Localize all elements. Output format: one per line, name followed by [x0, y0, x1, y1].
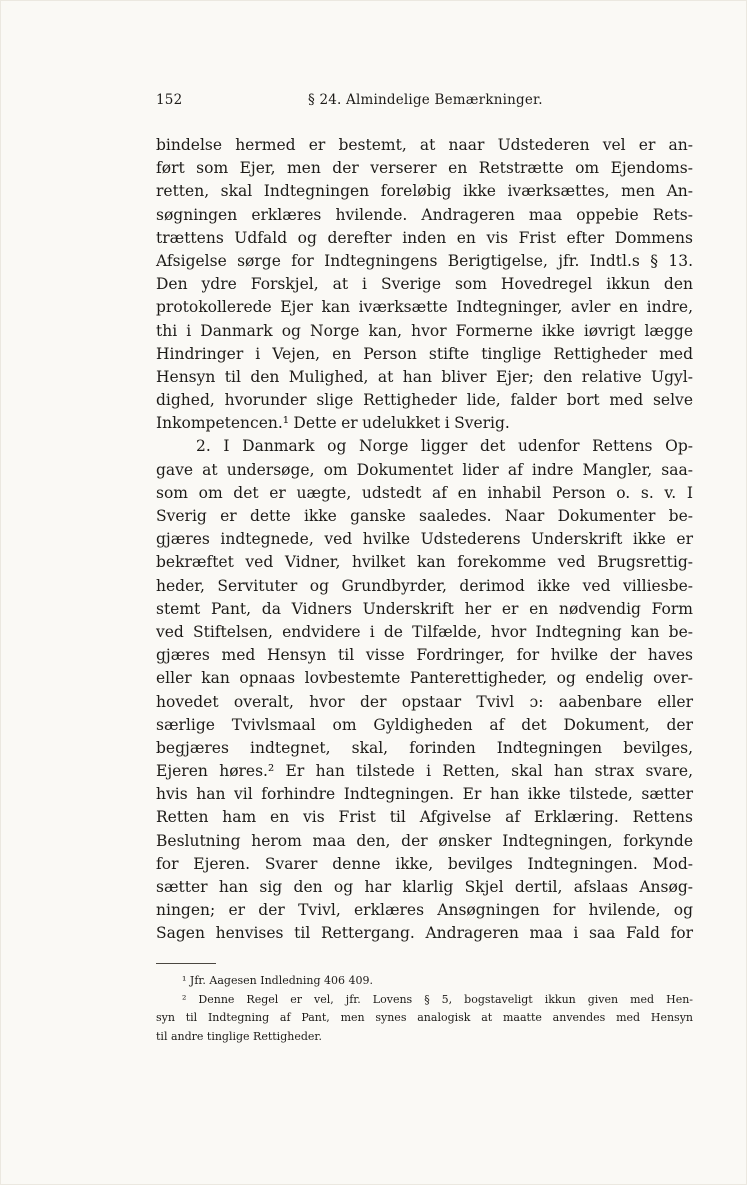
body-line: trættens Udfald og derefter inden en vis Frist efter Dommens	[156, 228, 693, 247]
body-line: heder, Servituter og Grundbyrder, derimod ikke ved villiesbe-	[156, 576, 693, 595]
body-line: ningen; er der Tvivl, erklæres Ansøgningen for hvilende, og	[156, 901, 693, 920]
body-line: Den ydre Forskjel, at i Sverige som Hovedregel ikkun den	[156, 275, 693, 294]
footnote-2-continued: til andre tinglige Rettigheder.	[156, 1029, 322, 1043]
body-line: Retten ham en vis Frist til Afgivelse af Erklæring. Rettens	[156, 808, 693, 827]
body-line: dighed, hvorunder slige Rettigheder lide, falder bort med selve	[156, 391, 693, 410]
body-line: hvis han vil forhindre Indtegningen. Er han ikke tilstede, sætter	[156, 785, 693, 804]
body-line: særlige Tvivlsmaal om Gyldigheden af det Dokument, der	[156, 715, 693, 734]
body-line: Hensyn til den Mulighed, at han bliver Ejer; den relative Ugyl-	[156, 367, 693, 386]
body-line: Sverig er dette ikke ganske saaledes. Naar Dokumenter be-	[156, 507, 693, 525]
body-line: bindelse hermed er bestemt, at naar Udstederen vel er an-	[156, 136, 693, 154]
body-line: protokollerede Ejer kan iværksætte Indtegninger, avler en indre,	[156, 298, 693, 317]
body-line: eller kan opnaas lovbestemte Panterettigheder, og endelig over-	[156, 669, 693, 688]
footnote-1: ¹ Jfr. Aagesen Indledning 406 409.	[182, 974, 373, 987]
body-text	[156, 134, 693, 946]
running-head: § 24. Almindelige Bemærkninger.	[308, 92, 543, 108]
body-line: hovedet overalt, hvor der opstaar Tvivl ɔ: aabenbare eller	[156, 692, 693, 711]
body-line: søgningen erklæres hvilende. Andrageren maa oppebie Rets-	[156, 205, 693, 224]
body-line: sætter han sig den og har klarlig Skjel dertil, afslaas Ansøg-	[156, 878, 693, 896]
body-line: Beslutning herom maa den, der ønsker Indtegningen, forkynde	[156, 831, 693, 850]
body-line: gjæres indtegnede, ved hvilke Udstederens Underskrift ikke er	[156, 530, 693, 549]
footnote-divider	[156, 963, 216, 964]
body-line: stemt Pant, da Vidners Underskrift her er en nødvendig Form	[156, 599, 693, 618]
body-line: retten, skal Indtegningen foreløbig ikke iværksættes, men An-	[156, 182, 693, 201]
body-line: bekræftet ved Vidner, hvilket kan forekomme ved Brugsrettig-	[156, 553, 693, 572]
body-line: ført som Ejer, men der verserer en Retstrætte om Ejendoms-	[156, 159, 693, 178]
body-line: Hindringer i Vejen, en Person stifte tinglige Rettigheder med	[156, 344, 693, 363]
footnotes	[156, 972, 693, 1046]
body-line: Afsigelse sørge for Indtegningens Berigtigelse, jfr. Indtl.s § 13.	[156, 251, 693, 270]
body-line: gave at undersøge, om Dokumentet lider af indre Mangler, saa-	[156, 460, 693, 479]
body-line: Sagen henvises til Rettergang. Andrageren maa i saa Fald for	[156, 924, 693, 943]
body-line: som om det er uægte, udstedt af en inhabil Person o. s. v. I	[156, 483, 693, 502]
page-header	[156, 92, 696, 112]
body-line: Inkompetencen.¹ Dette er udelukket i Sverig.	[156, 414, 510, 433]
page-number: 152	[156, 92, 183, 108]
body-line: begjæres indtegnet, skal, forinden Indtegningen bevilges,	[156, 738, 693, 757]
body-line: gjæres med Hensyn til visse Fordringer, for hvilke der haves	[156, 646, 693, 665]
footnote-2-continued: syn til Indtegning af Pant, men synes analogisk at maatte anvendes med Hensyn	[156, 1011, 693, 1024]
body-line: Ejeren høres.² Er han tilstede i Retten, skal han strax svare,	[156, 762, 693, 781]
body-line: ved Stiftelsen, endvidere i de Tilfælde, hvor Indtegning kan be-	[156, 622, 693, 641]
body-line: for Ejeren. Svarer denne ikke, bevilges Indtegningen. Mod-	[156, 854, 693, 873]
paragraph-start-line: 2. I Danmark og Norge ligger det udenfor Rettens Op-	[196, 437, 693, 456]
footnote-2: ² Denne Regel er vel, jfr. Lovens § 5, bogstaveligt ikkun given med Hen-	[182, 992, 693, 1006]
body-line: thi i Danmark og Norge kan, hvor Formerne ikke iøvrigt lægge	[156, 321, 693, 340]
